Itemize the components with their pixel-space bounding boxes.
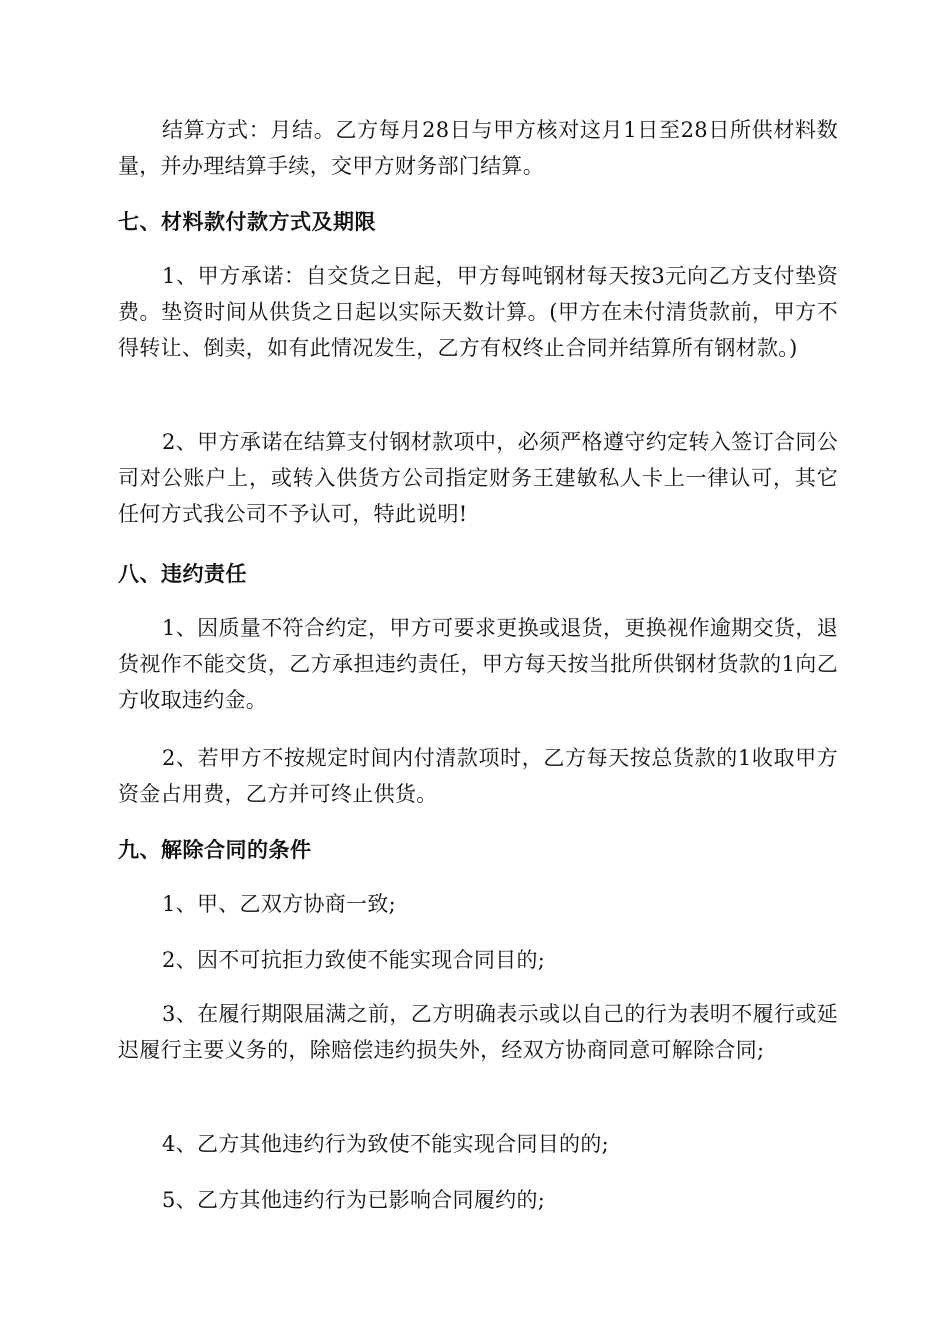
section-7-heading: 七、材料款付款方式及期限	[118, 210, 376, 234]
section-7-clause-1: 1、甲方承诺：自交货之日起，甲方每吨钢材每天按3元向乙方支付垫资费。垫资时间从供货之日起以实际天数计算。(甲方在未付清货款前，甲方不得转让、倒卖，如有此情况发生，乙方有权终止合同并结算所有钢材款。)	[118, 264, 838, 360]
section-9-clause-1: 1、甲、乙双方协商一致;	[162, 892, 397, 916]
section-9-clause-3: 3、在履行期限届满之前，乙方明确表示或以自己的行为表明不履行或延迟履行主要义务的，除赔偿违约损失外，经双方协商同意可解除合同;	[118, 1002, 838, 1062]
section-9-clause-2: 2、因不可抗拒力致使不能实现合同目的;	[162, 948, 546, 972]
section-9-clause-4: 4、乙方其他违约行为致使不能实现合同目的的;	[162, 1132, 610, 1156]
section-8-clause-2: 2、若甲方不按规定时间内付清款项时，乙方每天按总货款的1收取甲方资金占用费，乙方并可终止供货。	[118, 746, 838, 806]
settlement-paragraph: 结算方式：月结。乙方每月28日与甲方核对这月1日至28日所供材料数量，并办理结算手续，交甲方财务部门结算。	[118, 118, 838, 178]
section-8-clause-1: 1、因质量不符合约定，甲方可要求更换或退货，更换视作逾期交货，退货视作不能交货，乙方承担违约责任，甲方每天按当批所供钢材货款的1向乙方收取违约金。	[118, 616, 838, 712]
section-9-clause-5: 5、乙方其他违约行为已影响合同履约的;	[162, 1188, 546, 1212]
section-7-clause-2: 2、甲方承诺在结算支付钢材款项中，必须严格遵守约定转入签订合同公司对公账户上，或转入供货方公司指定财务王建敏私人卡上一律认可，其它任何方式我公司不予认可，特此说明!	[118, 430, 838, 526]
section-8-heading: 八、违约责任	[118, 562, 247, 586]
section-9-heading: 九、解除合同的条件	[118, 838, 312, 862]
